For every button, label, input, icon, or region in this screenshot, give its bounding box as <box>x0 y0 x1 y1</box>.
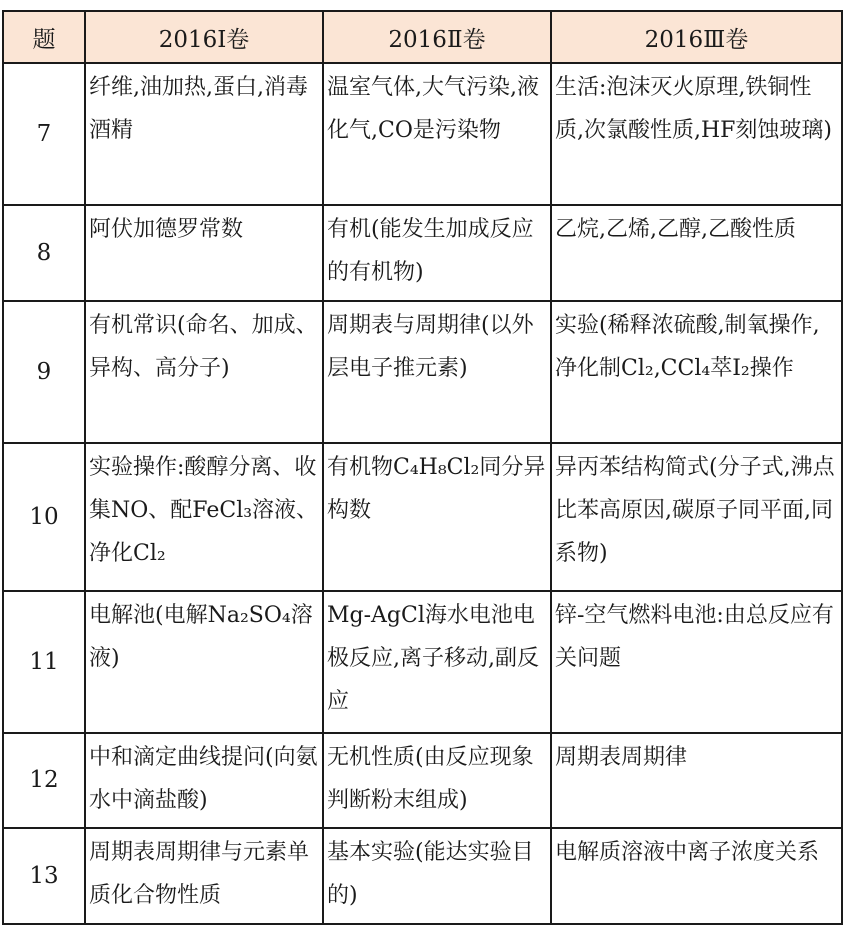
header-2016-paper-1: 2016Ⅰ卷 <box>85 11 323 63</box>
question-number: 7 <box>3 63 85 205</box>
paper-3-topic: 电解质溶液中离子浓度关系 <box>551 828 842 924</box>
question-number: 8 <box>3 205 85 301</box>
paper-1-topic: 电解池(电解Na₂SO₄溶液) <box>85 591 323 733</box>
paper-2-topic: 周期表与周期律(以外层电子推元素) <box>323 301 551 443</box>
header-question-number: 题 <box>3 11 85 63</box>
paper-2-topic: 无机性质(由反应现象判断粉末组成) <box>323 733 551 828</box>
exam-topic-table <box>2 10 843 925</box>
paper-3-topic: 乙烷,乙烯,乙醇,乙酸性质 <box>551 205 842 301</box>
paper-2-topic: 基本实验(能达实验目的) <box>323 828 551 924</box>
paper-3-topic: 锌-空气燃料电池:由总反应有关问题 <box>551 591 842 733</box>
paper-3-topic: 异丙苯结构简式(分子式,沸点比苯高原因,碳原子同平面,同系物) <box>551 443 842 591</box>
paper-1-topic: 中和滴定曲线提问(向氨水中滴盐酸) <box>85 733 323 828</box>
paper-3-topic: 生活:泡沫灭火原理,铁铜性质,次氯酸性质,HF刻蚀玻璃) <box>551 63 842 205</box>
table-row <box>3 301 842 443</box>
paper-1-topic: 实验操作:酸醇分离、收集NO、配FeCl₃溶液、净化Cl₂ <box>85 443 323 591</box>
question-number: 9 <box>3 301 85 443</box>
paper-3-topic: 实验(稀释浓硫酸,制氧操作,净化制Cl₂,CCl₄萃I₂操作 <box>551 301 842 443</box>
paper-1-topic: 纤维,油加热,蛋白,消毒酒精 <box>85 63 323 205</box>
paper-2-topic: 温室气体,大气污染,液化气,CO是污染物 <box>323 63 551 205</box>
paper-3-topic: 周期表周期律 <box>551 733 842 828</box>
paper-2-topic: 有机物C₄H₈Cl₂同分异构数 <box>323 443 551 591</box>
paper-1-topic: 有机常识(命名、加成、异构、高分子) <box>85 301 323 443</box>
table-row <box>3 591 842 733</box>
table-row <box>3 733 842 828</box>
header-2016-paper-2: 2016Ⅱ卷 <box>323 11 551 63</box>
header-row <box>3 11 842 63</box>
header-2016-paper-3: 2016Ⅲ卷 <box>551 11 842 63</box>
paper-1-topic: 阿伏加德罗常数 <box>85 205 323 301</box>
question-number: 10 <box>3 443 85 591</box>
question-number: 12 <box>3 733 85 828</box>
paper-1-topic: 周期表周期律与元素单质化合物性质 <box>85 828 323 924</box>
question-number: 13 <box>3 828 85 924</box>
paper-2-topic: Mg-AgCl海水电池电极反应,离子移动,副反应 <box>323 591 551 733</box>
table-row <box>3 205 842 301</box>
question-number: 11 <box>3 591 85 733</box>
paper-2-topic: 有机(能发生加成反应的有机物) <box>323 205 551 301</box>
table-row <box>3 63 842 205</box>
table-row <box>3 443 842 591</box>
table-row <box>3 828 842 924</box>
